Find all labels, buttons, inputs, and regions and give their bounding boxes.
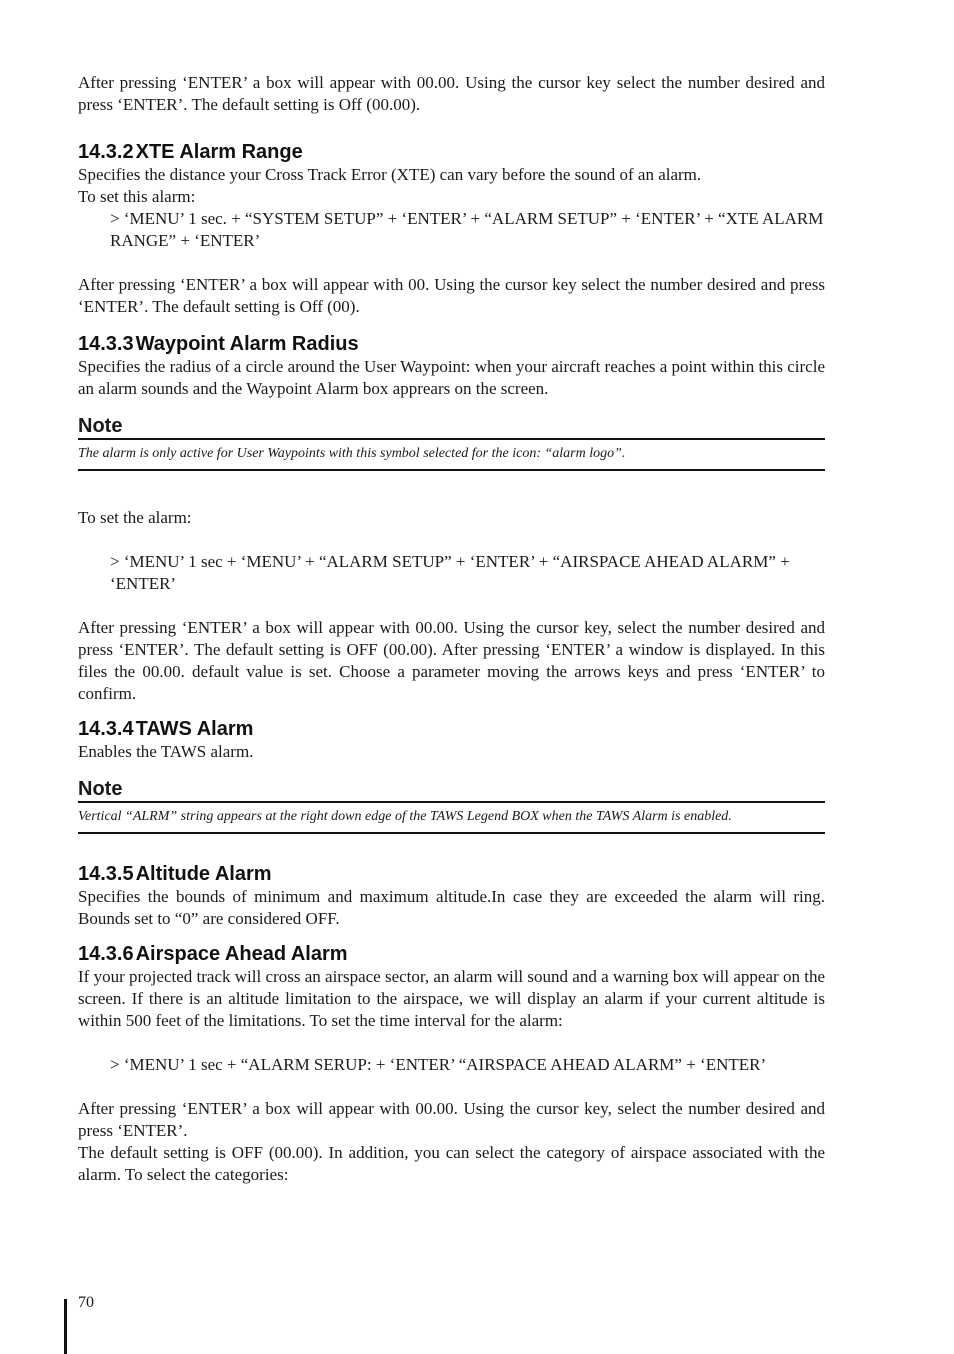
section-heading-xte-alarm-range: 14.3.2 XTE Alarm Range xyxy=(78,141,303,163)
airspace-default-setting: The default setting is OFF (00.00). In addition, you can select the category of airspace associated with the alarm. To select the categories: xyxy=(78,1143,825,1184)
page-number: 70 xyxy=(78,1294,94,1311)
note-body: Vertical “ALRM” string appears at the right down edge of the TAWS Legend BOX when the TAWS Alarm is enabled. xyxy=(78,803,825,834)
section-heading-taws-alarm: 14.3.4 TAWS Alarm xyxy=(78,718,254,740)
note-box-taws xyxy=(78,777,825,834)
airspace-command: > ‘MENU’ 1 sec + “ALARM SERUP: + ‘ENTER’ “AIRSPACE AHEAD ALARM” + ‘ENTER’ xyxy=(110,1055,767,1074)
note-body: The alarm is only active for User Waypoints with this symbol selected for the icon: “alarm logo”. xyxy=(78,440,825,471)
note-title: Note xyxy=(78,777,825,803)
intro-paragraph: After pressing ‘ENTER’ a box will appear with 00.00. Using the cursor key select the number desired and press ‘ENTER’. The default setting is Off (00.00). xyxy=(78,73,825,114)
note-title: Note xyxy=(78,414,825,440)
waypoint-instructions: After pressing ‘ENTER’ a box will appear with 00.00. Using the cursor key, select the number desired and press ‘ENTER’. The default setting is OFF (00.00). After pressing ‘ENTER’ a window is displayed. In this files the 00.00. default value is set. Choose a parameter moving the arrows keys and press ‘ENTER’ to confirm. xyxy=(78,618,825,703)
xte-set-label: To set this alarm: xyxy=(78,187,196,206)
xte-instructions: After pressing ‘ENTER’ a box will appear with 00. Using the cursor key select the number desired and press ‘ENTER’. The default setting is Off (00). xyxy=(78,275,825,316)
section-heading-altitude-alarm: 14.3.5 Altitude Alarm xyxy=(78,863,272,885)
taws-description: Enables the TAWS alarm. xyxy=(78,742,254,761)
waypoint-description: Specifies the radius of a circle around the User Waypoint: when your aircraft reaches a point within this circle an alarm sounds and the Waypoint Alarm box apprears on the screen. xyxy=(78,357,825,398)
note-box-waypoint xyxy=(78,414,825,471)
xte-command: > ‘MENU’ 1 sec. + “SYSTEM SETUP” + ‘ENTER’ + “ALARM SETUP” + ‘ENTER’ + “XTE ALARM RANGE” + ‘ENTER’ xyxy=(110,209,824,250)
section-heading-waypoint-alarm-radius: 14.3.3 Waypoint Alarm Radius xyxy=(78,333,359,355)
airspace-instructions: After pressing ‘ENTER’ a box will appear with 00.00. Using the cursor key, select the number desired and press ‘ENTER’. xyxy=(78,1099,825,1140)
manual-page xyxy=(78,72,825,1186)
section-heading-airspace-ahead-alarm: 14.3.6 Airspace Ahead Alarm xyxy=(78,943,348,965)
airspace-description: If your projected track will cross an airspace sector, an alarm will sound and a warning box will appear on the screen. If there is an altitude limitation to the airspace, we will display an alarm if your current altitude is within 500 feet of the limitations. To set the time interval for the alarm: xyxy=(78,967,825,1030)
margin-bar xyxy=(64,1299,67,1354)
altitude-description: Specifies the bounds of minimum and maximum altitude.In case they are exceeded the alarm will ring. Bounds set to “0” are considered OFF. xyxy=(78,887,825,928)
xte-description: Specifies the distance your Cross Track Error (XTE) can vary before the sound of an alarm. xyxy=(78,165,702,184)
waypoint-set-label: To set the alarm: xyxy=(78,508,192,527)
waypoint-command: > ‘MENU’ 1 sec + ‘MENU’ + “ALARM SETUP” + ‘ENTER’ + “AIRSPACE AHEAD ALARM” + ‘ENTER’ xyxy=(110,552,790,593)
